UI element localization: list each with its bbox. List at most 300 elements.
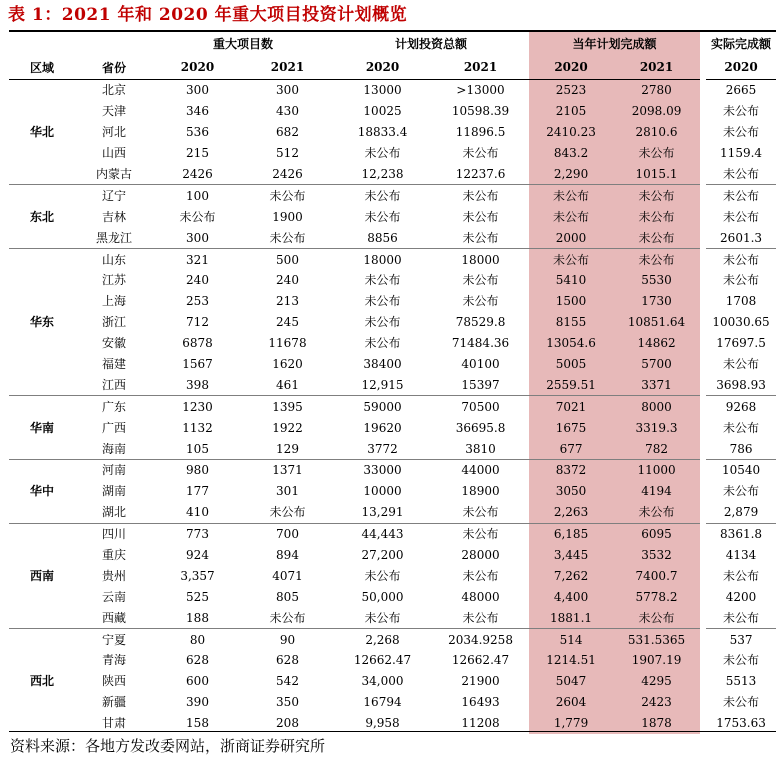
value-cell: 未公布 (462, 146, 499, 161)
table-row (9, 249, 776, 270)
value-cell: 782 (613, 438, 703, 459)
province-cell: 河南 (75, 460, 153, 481)
province-cell: 湖南 (101, 484, 126, 499)
value-cell: 894 (276, 548, 299, 563)
value-cell: 188 (186, 610, 209, 625)
value-cell: 542 (276, 674, 299, 689)
value-cell: 未公布 (723, 420, 760, 435)
value-cell: 4295 (613, 671, 703, 692)
table-row (9, 122, 776, 143)
value-cell: 2559.51 (529, 374, 613, 395)
value-cell: 未公布 (723, 610, 760, 625)
value-cell: 未公布 (333, 185, 432, 206)
value-cell: 240 (276, 273, 299, 288)
value-cell: 253 (186, 294, 209, 309)
value-cell: 未公布 (179, 209, 216, 224)
value-cell: 12,238 (361, 167, 404, 181)
value-cell: 未公布 (613, 143, 703, 164)
year-header: 2021 (432, 55, 529, 80)
value-cell: 158 (186, 716, 209, 731)
value-cell: 未公布 (462, 568, 499, 583)
value-cell: 461 (276, 377, 299, 392)
value-cell: 12662.47 (451, 653, 510, 668)
table-row (9, 565, 776, 586)
value-cell: 677 (529, 438, 613, 459)
value-cell: 980 (153, 460, 242, 481)
table-row (9, 143, 776, 164)
table-row (9, 333, 776, 354)
table-row (9, 607, 776, 628)
value-cell: 350 (276, 695, 299, 710)
value-cell: 未公布 (364, 294, 401, 309)
value-cell: 2423 (613, 692, 703, 713)
year-header: 2020 (333, 55, 432, 80)
value-cell: 未公布 (723, 357, 760, 372)
value-cell: 8856 (367, 230, 398, 245)
value-cell: 未公布 (723, 273, 760, 288)
table-row (9, 629, 776, 650)
value-cell: 90 (242, 629, 333, 650)
value-cell: 1567 (182, 357, 213, 372)
value-cell: 2810.6 (613, 122, 703, 143)
value-cell: 410 (186, 505, 209, 520)
province-cell: 广西 (101, 420, 126, 435)
value-cell: 105 (186, 441, 209, 456)
value-cell: 500 (242, 249, 333, 270)
value-cell: 13000 (333, 80, 432, 101)
value-cell: 34,000 (361, 674, 404, 689)
province-cell: 浙江 (101, 315, 126, 330)
table-row (9, 460, 776, 481)
value-cell: 4071 (272, 568, 303, 583)
value-cell: 700 (242, 523, 333, 544)
value-cell: 8361.8 (703, 523, 776, 544)
value-cell: 1371 (242, 460, 333, 481)
value-cell: 2034.9258 (432, 629, 529, 650)
table-row (9, 101, 776, 122)
value-cell: 1230 (153, 396, 242, 417)
value-cell: 18900 (461, 484, 500, 499)
value-cell: 未公布 (462, 505, 499, 520)
region-cell: 西南 (9, 523, 75, 628)
value-cell: 40100 (461, 357, 500, 372)
value-cell: 1500 (529, 291, 613, 312)
value-cell: 12,915 (361, 377, 404, 392)
year-header: 2020 (153, 55, 242, 80)
value-cell: 44,443 (333, 523, 432, 544)
value-cell: 1708 (725, 294, 757, 309)
table-row (9, 417, 776, 438)
value-cell: 129 (276, 441, 299, 456)
province-cell: 福建 (101, 357, 126, 372)
value-cell: 未公布 (613, 502, 703, 523)
value-cell: 1,779 (529, 713, 613, 734)
value-cell: 300 (153, 80, 242, 101)
value-cell: 8000 (613, 396, 703, 417)
value-cell: 11208 (461, 716, 500, 731)
value-cell: 4200 (725, 589, 757, 604)
province-cell: 上海 (101, 294, 126, 309)
table-title: 表 1：2021 年和 2020 年重大项目投资计划概览 (8, 5, 408, 25)
table-row (9, 481, 776, 502)
table-row (9, 692, 776, 713)
province-cell: 陕西 (101, 674, 126, 689)
value-cell: 2780 (613, 80, 703, 101)
value-cell: 1900 (272, 209, 303, 224)
value-cell: 未公布 (723, 568, 760, 583)
value-cell: 50,000 (361, 589, 404, 604)
province-cell: 宁夏 (75, 629, 153, 650)
province-cell: 北京 (75, 80, 153, 101)
value-cell: 未公布 (364, 273, 401, 288)
value-cell: 712 (186, 315, 209, 330)
value-cell: 1922 (272, 420, 303, 435)
value-cell: 未公布 (269, 610, 306, 625)
year-header: 2021 (242, 55, 333, 80)
province-cell: 贵州 (101, 568, 126, 583)
region-cell: 华南 (9, 396, 75, 460)
value-cell: 7021 (529, 396, 613, 417)
bottom-rule (9, 731, 776, 732)
value-cell: 70500 (432, 396, 529, 417)
value-cell: 未公布 (613, 206, 703, 227)
value-cell: 536 (186, 125, 209, 140)
value-cell: 240 (186, 273, 209, 288)
value-cell: 未公布 (242, 185, 333, 206)
value-cell: 773 (153, 523, 242, 544)
province-cell: 海南 (101, 441, 126, 456)
value-cell: 33000 (333, 460, 432, 481)
value-cell: 1753.63 (716, 716, 766, 731)
group-header-actual-completion: 实际完成额 (711, 37, 772, 51)
value-cell: 13054.6 (529, 333, 613, 354)
year-header: 2021 (613, 55, 703, 80)
value-cell: 未公布 (364, 315, 401, 330)
province-cell: 山东 (75, 249, 153, 270)
value-cell: 1132 (182, 420, 213, 435)
value-cell: 3532 (613, 545, 703, 566)
value-cell: 5047 (529, 671, 613, 692)
value-cell: 17697.5 (716, 336, 766, 351)
value-cell: 100 (153, 185, 242, 206)
value-cell: 3772 (367, 441, 398, 456)
value-cell: 未公布 (723, 104, 760, 119)
value-cell: 245 (276, 315, 299, 330)
value-cell: 6,185 (529, 523, 613, 544)
year-header: 2020 (703, 55, 776, 80)
value-cell: 10030.65 (712, 315, 770, 330)
value-cell: 4134 (725, 548, 757, 563)
value-cell: 531.5365 (613, 629, 703, 650)
value-cell: 2426 (272, 167, 303, 181)
value-cell: 682 (276, 125, 299, 140)
value-cell: 10025 (363, 104, 402, 119)
header-row-groups (9, 32, 776, 55)
value-cell: 786 (729, 441, 753, 456)
group-header-planned-investment: 计划投资总额 (395, 37, 468, 51)
value-cell: 3319.3 (613, 417, 703, 438)
value-cell: 2665 (703, 80, 776, 101)
value-cell: 19620 (363, 420, 402, 435)
value-cell: 未公布 (364, 610, 401, 625)
group-header-project-count: 重大项目数 (213, 37, 274, 51)
province-cell: 内蒙古 (95, 167, 132, 181)
value-cell: 未公布 (613, 185, 703, 206)
table-row (9, 164, 776, 185)
value-cell: 2000 (529, 227, 613, 248)
value-cell: 213 (276, 294, 299, 309)
value-cell: 525 (186, 589, 209, 604)
value-cell: 4194 (613, 481, 703, 502)
province-cell: 重庆 (101, 548, 126, 563)
province-cell: 山西 (101, 146, 126, 161)
value-cell: 未公布 (723, 209, 760, 224)
value-cell: 未公布 (723, 167, 760, 181)
value-cell: 78529.8 (455, 315, 506, 330)
value-cell: 未公布 (723, 484, 760, 499)
value-cell: 5513 (725, 674, 757, 689)
value-cell: 10598.39 (451, 104, 510, 119)
value-cell: 未公布 (723, 125, 760, 140)
value-cell: 27,200 (361, 548, 404, 563)
value-cell: 2,290 (529, 164, 613, 185)
value-cell: 未公布 (703, 249, 776, 270)
value-cell: 3050 (529, 481, 613, 502)
value-cell: 2601.3 (720, 230, 763, 245)
table-row (9, 396, 776, 417)
value-cell: 18833.4 (357, 125, 408, 140)
value-cell: 2604 (529, 692, 613, 713)
province-cell: 青海 (101, 653, 126, 668)
province-cell: 河北 (101, 125, 126, 140)
value-cell: 16794 (363, 695, 402, 710)
value-cell: 未公布 (613, 249, 703, 270)
value-cell: 11678 (268, 336, 307, 351)
value-cell: 13,291 (361, 505, 404, 520)
table-row (9, 291, 776, 312)
value-cell: 59000 (333, 396, 432, 417)
value-cell: 3,357 (180, 568, 215, 583)
value-cell: 10000 (363, 484, 402, 499)
value-cell: 11896.5 (455, 125, 506, 140)
province-cell: 黑龙江 (95, 230, 132, 245)
value-cell: 10851.64 (613, 312, 703, 333)
value-cell: 300 (186, 230, 209, 245)
value-cell: 16493 (461, 695, 500, 710)
value-cell: 3371 (613, 374, 703, 395)
value-cell: 805 (276, 589, 299, 604)
table-row (9, 354, 776, 375)
province-cell: 江西 (101, 377, 126, 392)
value-cell: 2,268 (333, 629, 432, 650)
value-cell: 430 (276, 104, 299, 119)
value-cell: >13000 (432, 80, 529, 101)
group-header-planned-completion: 当年计划完成额 (529, 32, 703, 55)
value-cell: 2098.09 (613, 101, 703, 122)
value-cell: 未公布 (432, 523, 529, 544)
value-cell: 398 (186, 377, 209, 392)
header-row-years (9, 55, 776, 80)
value-cell: 14862 (613, 333, 703, 354)
province-cell: 辽宁 (75, 185, 153, 206)
value-cell: 未公布 (613, 227, 703, 248)
value-cell: 6095 (613, 523, 703, 544)
value-cell: 2426 (182, 167, 213, 181)
value-cell: 390 (186, 695, 209, 710)
table-row (9, 523, 776, 544)
value-cell: 628 (186, 653, 209, 668)
value-cell: 未公布 (364, 336, 401, 351)
value-cell: 未公布 (529, 206, 613, 227)
value-cell: 2410.23 (529, 122, 613, 143)
value-cell: 628 (276, 653, 299, 668)
table-row (9, 374, 776, 395)
value-cell: 5700 (613, 354, 703, 375)
value-cell: 5410 (529, 270, 613, 291)
table-row (9, 206, 776, 227)
value-cell: 3698.93 (716, 377, 766, 392)
value-cell: 3,445 (529, 545, 613, 566)
value-cell: 1159.4 (720, 146, 763, 161)
value-cell: 未公布 (432, 185, 529, 206)
value-cell: 未公布 (723, 653, 760, 668)
table-row (9, 671, 776, 692)
province-cell: 新疆 (101, 695, 126, 710)
value-cell: 未公布 (269, 505, 306, 520)
value-cell: 1878 (613, 713, 703, 734)
value-cell: 321 (153, 249, 242, 270)
value-cell: 48000 (461, 589, 500, 604)
value-cell: 8155 (529, 312, 613, 333)
value-cell: 未公布 (723, 695, 760, 710)
value-cell: 未公布 (364, 209, 401, 224)
value-cell: 208 (276, 716, 299, 731)
value-cell: 28000 (461, 548, 500, 563)
province-cell: 安徽 (101, 336, 126, 351)
province-cell: 云南 (101, 589, 126, 604)
value-cell: 5530 (613, 270, 703, 291)
table-row (9, 502, 776, 523)
value-cell: 21900 (461, 674, 500, 689)
table-row (9, 227, 776, 248)
province-cell: 甘肃 (101, 716, 126, 731)
value-cell: 8372 (529, 460, 613, 481)
region-cell: 东北 (9, 185, 75, 249)
year-header: 2020 (529, 55, 613, 80)
value-cell: 1015.1 (613, 164, 703, 185)
value-cell: 未公布 (462, 230, 499, 245)
value-cell: 未公布 (703, 185, 776, 206)
value-cell: 5005 (529, 354, 613, 375)
value-cell: 9268 (703, 396, 776, 417)
value-cell: 11000 (613, 460, 703, 481)
value-cell: 512 (276, 146, 299, 161)
value-cell: 300 (242, 80, 333, 101)
value-cell: 924 (186, 548, 209, 563)
value-cell: 36695.8 (455, 420, 506, 435)
table-row (9, 80, 776, 101)
value-cell: 1620 (272, 357, 303, 372)
table-row (9, 270, 776, 291)
value-cell: 未公布 (364, 568, 401, 583)
header-province: 省份 (75, 55, 153, 80)
value-cell: 1907.19 (613, 650, 703, 671)
value-cell: 71484.36 (451, 336, 510, 351)
value-cell: 未公布 (269, 230, 306, 245)
header-region: 区域 (9, 55, 75, 80)
value-cell: 未公布 (364, 146, 401, 161)
source-note: 资料来源：各地方发改委网站，浙商证券研究所 (10, 737, 326, 755)
value-cell: 未公布 (529, 249, 613, 270)
value-cell: 5778.2 (613, 586, 703, 607)
province-cell: 天津 (101, 104, 126, 119)
region-cell: 华东 (9, 249, 75, 396)
value-cell: 3810 (465, 441, 496, 456)
value-cell: 7,262 (529, 565, 613, 586)
value-cell: 12237.6 (455, 167, 506, 181)
value-cell: 600 (186, 674, 209, 689)
value-cell: 1881.1 (529, 607, 613, 628)
value-cell: 2523 (529, 80, 613, 101)
province-cell: 西藏 (101, 610, 126, 625)
value-cell: 38400 (363, 357, 402, 372)
value-cell: 10540 (703, 460, 776, 481)
value-cell: 未公布 (462, 209, 499, 224)
value-cell: 未公布 (462, 610, 499, 625)
value-cell: 12662.47 (353, 653, 412, 668)
value-cell: 514 (529, 629, 613, 650)
table-body (9, 80, 776, 734)
value-cell: 537 (703, 629, 776, 650)
province-cell: 广东 (75, 396, 153, 417)
table-row (9, 545, 776, 566)
value-cell: 843.2 (529, 143, 613, 164)
value-cell: 2,263 (529, 502, 613, 523)
value-cell: 4,400 (529, 586, 613, 607)
region-cell: 华北 (9, 80, 75, 185)
value-cell: 18000 (333, 249, 432, 270)
value-cell: 9,958 (365, 716, 400, 731)
value-cell: 2,879 (723, 505, 759, 520)
province-cell: 江苏 (101, 273, 126, 288)
value-cell: 80 (153, 629, 242, 650)
table-row (9, 586, 776, 607)
region-cell: 西北 (9, 629, 75, 734)
value-cell: 346 (186, 104, 209, 119)
investment-table (9, 32, 776, 734)
value-cell: 未公布 (462, 294, 499, 309)
value-cell: 6878 (182, 336, 213, 351)
value-cell: 1675 (529, 417, 613, 438)
value-cell: 未公布 (462, 273, 499, 288)
province-cell: 湖北 (101, 505, 126, 520)
province-cell: 吉林 (101, 209, 126, 224)
value-cell: 7400.7 (613, 565, 703, 586)
table-row (9, 438, 776, 459)
value-cell: 215 (186, 146, 209, 161)
value-cell: 44000 (432, 460, 529, 481)
table-row (9, 312, 776, 333)
value-cell: 15397 (461, 377, 500, 392)
value-cell: 18000 (432, 249, 529, 270)
value-cell: 1730 (613, 291, 703, 312)
table-row (9, 185, 776, 206)
table-row (9, 650, 776, 671)
value-cell: 未公布 (529, 185, 613, 206)
value-cell: 177 (186, 484, 209, 499)
value-cell: 301 (276, 484, 299, 499)
value-cell: 未公布 (613, 607, 703, 628)
